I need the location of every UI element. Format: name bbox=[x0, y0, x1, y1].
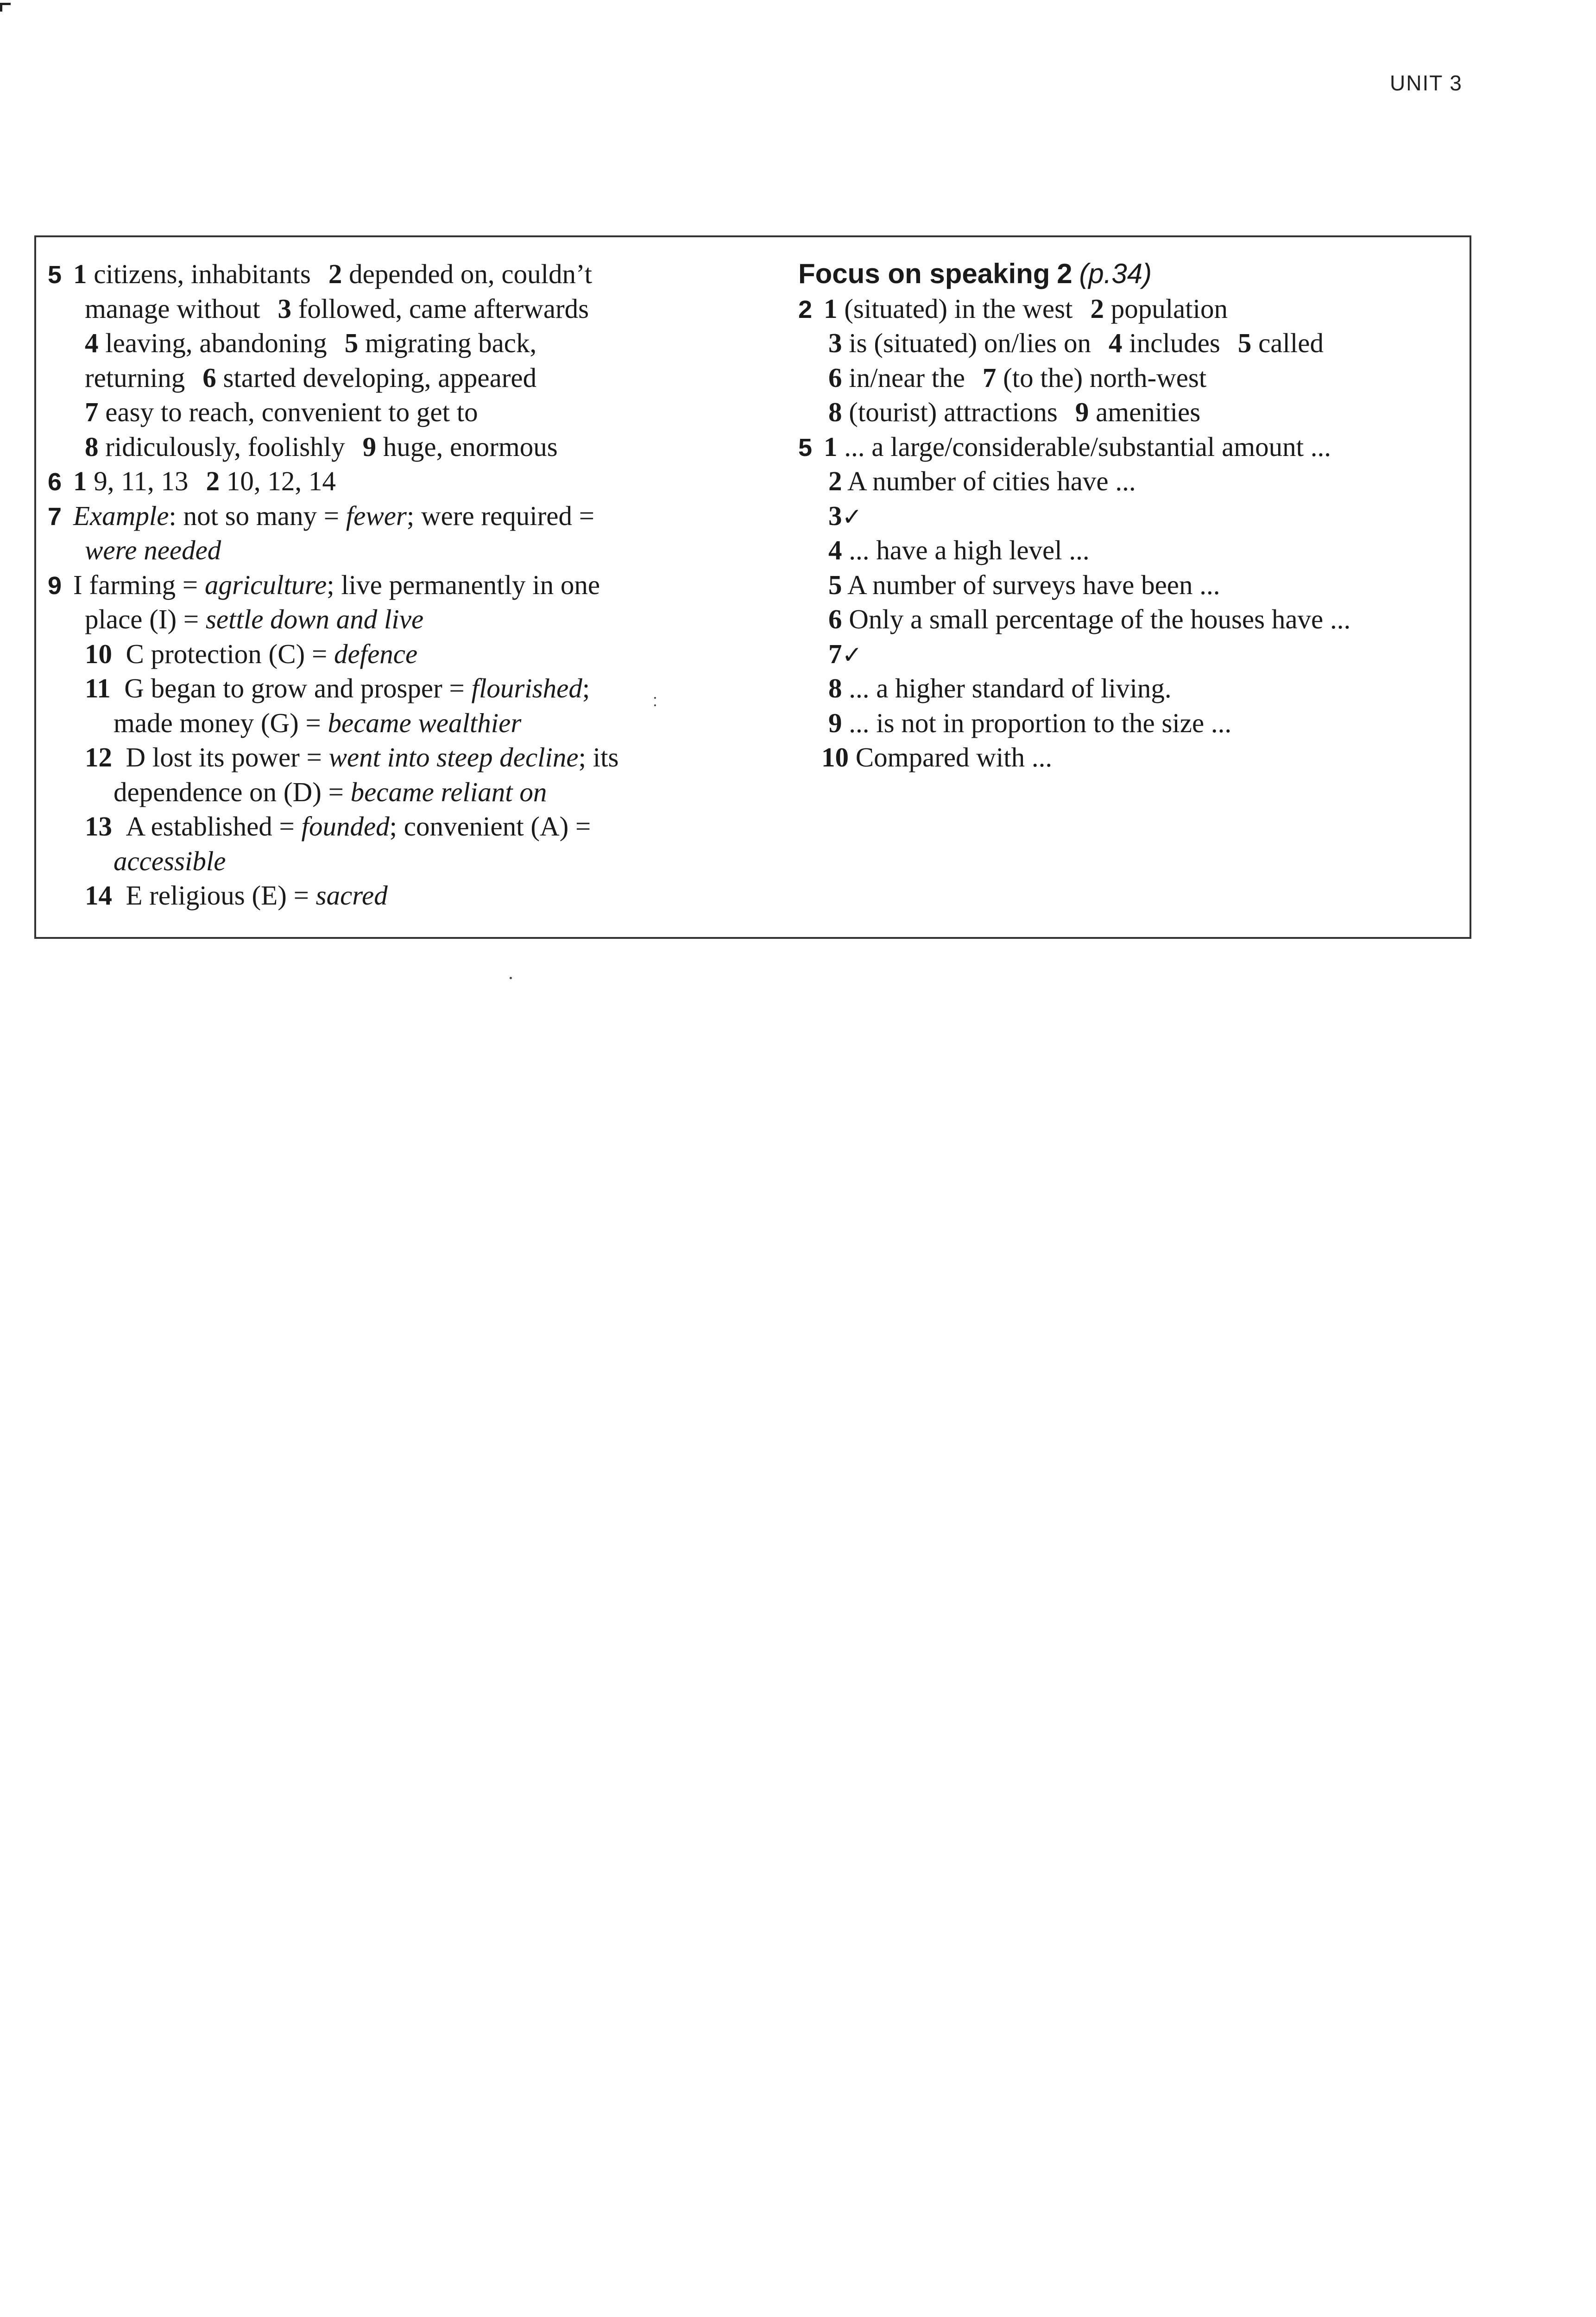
crop-mark bbox=[0, 3, 11, 12]
answer-line bbox=[48, 706, 743, 741]
item-number: 12 bbox=[85, 742, 112, 772]
answer-text: returning bbox=[85, 362, 185, 393]
answer-line bbox=[48, 395, 743, 430]
check-icon: ✓ bbox=[842, 503, 863, 531]
answer-text: manage without bbox=[85, 293, 260, 324]
answer-text: ... have a high level ... bbox=[849, 535, 1090, 565]
answer-line bbox=[48, 809, 743, 844]
answer-line bbox=[48, 257, 743, 291]
answer-text: A established = bbox=[126, 811, 302, 842]
answer-text: dependence on (D) = bbox=[114, 776, 351, 807]
scan-speck bbox=[654, 697, 656, 699]
answer-line bbox=[798, 499, 1456, 533]
answer-text: easy to reach, convenient to get to bbox=[105, 397, 478, 427]
left-column bbox=[48, 257, 743, 913]
answer-line bbox=[798, 291, 1456, 326]
answer-text: A number of cities have ... bbox=[847, 466, 1136, 496]
item-number: 1 bbox=[73, 466, 87, 496]
answer-text: agriculture bbox=[204, 569, 327, 600]
answer-text: citizens, inhabitants bbox=[94, 259, 311, 289]
item-number: 8 bbox=[828, 397, 842, 427]
answer-text: ... is not in proportion to the size ... bbox=[849, 707, 1232, 738]
item-number: 5 bbox=[344, 328, 359, 358]
answer-text: ... a higher standard of living. bbox=[849, 673, 1172, 703]
answer-line bbox=[48, 533, 743, 568]
heading-page-ref: (p.34) bbox=[1079, 258, 1152, 289]
right-column bbox=[798, 257, 1456, 775]
answer-line bbox=[48, 464, 743, 499]
item-number: 3 bbox=[278, 293, 291, 324]
answer-line bbox=[798, 533, 1456, 568]
answer-line bbox=[48, 326, 743, 361]
answer-line bbox=[48, 568, 743, 602]
answer-line bbox=[798, 602, 1456, 637]
answer-text: leaving, abandoning bbox=[105, 328, 327, 358]
answer-text: includes bbox=[1129, 328, 1220, 358]
answer-line bbox=[798, 740, 1456, 775]
answer-text: place (I) = bbox=[85, 604, 206, 634]
answer-text: defence bbox=[334, 638, 418, 669]
item-number: 13 bbox=[85, 811, 112, 842]
answer-text: : not so many = bbox=[169, 500, 346, 531]
answer-text: migrating back, bbox=[365, 328, 537, 358]
item-number: 2 bbox=[328, 259, 342, 289]
answer-text: ; were required = bbox=[406, 500, 594, 531]
item-number: 6 bbox=[828, 362, 842, 393]
answer-text: founded bbox=[301, 811, 390, 842]
item-number: 8 bbox=[828, 673, 842, 703]
item-number: 8 bbox=[85, 431, 99, 462]
item-number: 2 bbox=[206, 466, 220, 496]
answer-text: Only a small percentage of the houses have ... bbox=[849, 604, 1351, 634]
answer-text: population bbox=[1110, 293, 1228, 324]
answer-line bbox=[798, 706, 1456, 741]
answer-text: E religious (E) = bbox=[126, 880, 316, 911]
item-number: 4 bbox=[1108, 328, 1123, 358]
item-number: 10 bbox=[821, 742, 849, 772]
item-number: 3 bbox=[828, 328, 842, 358]
answer-key-box bbox=[34, 235, 1471, 939]
item-number: 4 bbox=[828, 535, 842, 565]
item-number: 5 bbox=[828, 569, 842, 600]
item-number: 5 bbox=[1237, 328, 1252, 358]
check-icon: ✓ bbox=[842, 641, 863, 669]
answer-text: (to the) north-west bbox=[1003, 362, 1207, 393]
answer-line bbox=[798, 395, 1456, 430]
answer-text: ; convenient (A) = bbox=[389, 811, 591, 842]
item-number: 7 bbox=[85, 397, 99, 427]
answer-line bbox=[798, 326, 1456, 361]
item-number: 7 bbox=[828, 638, 842, 669]
exercise-number: 6 bbox=[48, 468, 62, 496]
answer-line bbox=[48, 602, 743, 637]
item-number: 9 bbox=[362, 431, 377, 462]
answer-line bbox=[48, 361, 743, 395]
answer-text: followed, came afterwards bbox=[298, 293, 589, 324]
answer-line bbox=[48, 878, 743, 913]
unit-label: UNIT 3 bbox=[1390, 71, 1463, 95]
answer-line bbox=[48, 637, 743, 671]
item-number: 9 bbox=[1075, 397, 1089, 427]
answer-text: settle down and live bbox=[205, 604, 424, 634]
answer-line bbox=[798, 671, 1456, 706]
answer-text: sacred bbox=[315, 880, 388, 911]
answer-text: huge, enormous bbox=[383, 431, 558, 462]
item-number: 11 bbox=[85, 673, 111, 703]
answer-text: accessible bbox=[114, 845, 226, 876]
answer-line bbox=[48, 844, 743, 879]
answer-line bbox=[798, 430, 1456, 464]
exercise-number: 5 bbox=[798, 433, 813, 462]
item-number: I bbox=[73, 569, 82, 600]
answer-text: ; bbox=[582, 673, 590, 703]
answer-text: amenities bbox=[1096, 397, 1201, 427]
item-number: 3 bbox=[828, 500, 842, 531]
item-number: 6 bbox=[828, 604, 842, 634]
answer-line bbox=[48, 499, 743, 533]
answer-text: fewer bbox=[346, 500, 407, 531]
answer-text: were needed bbox=[85, 535, 221, 565]
answer-text: ridiculously, foolishly bbox=[105, 431, 345, 462]
item-number: 7 bbox=[982, 362, 997, 393]
answer-text: farming = bbox=[89, 569, 205, 600]
answer-text: made money (G) = bbox=[114, 707, 328, 738]
answer-text: in/near the bbox=[849, 362, 965, 393]
answer-text: D lost its power = bbox=[126, 742, 329, 772]
heading-title: Focus on speaking bbox=[798, 258, 1050, 289]
item-number: 1 bbox=[73, 259, 87, 289]
answer-line bbox=[48, 740, 743, 775]
answer-line bbox=[48, 775, 743, 810]
answer-text: called bbox=[1258, 328, 1324, 358]
answer-text: (tourist) attractions bbox=[849, 397, 1058, 427]
answer-line bbox=[798, 361, 1456, 395]
item-number: 1 bbox=[824, 293, 838, 324]
answer-text: depended on, couldn’t bbox=[349, 259, 592, 289]
item-number: 6 bbox=[202, 362, 216, 393]
scan-speck bbox=[654, 704, 656, 706]
answer-text: flourished bbox=[471, 673, 582, 703]
answer-line bbox=[48, 671, 743, 706]
exercise-number: 5 bbox=[48, 261, 62, 289]
example-label: Example bbox=[73, 500, 169, 531]
answer-text: C protection (C) = bbox=[126, 638, 334, 669]
answer-line bbox=[48, 291, 743, 326]
answer-text: 9, 11, 13 bbox=[94, 466, 189, 496]
answer-text: became reliant on bbox=[350, 776, 547, 807]
answer-text: Compared with ... bbox=[855, 742, 1053, 772]
answer-text: A number of surveys have been ... bbox=[847, 569, 1220, 600]
scan-speck bbox=[510, 977, 512, 979]
section-heading bbox=[798, 257, 1456, 291]
answer-text: became wealthier bbox=[328, 707, 522, 738]
answer-text: ; live permanently in one bbox=[327, 569, 600, 600]
answer-text: ; its bbox=[578, 742, 619, 772]
exercise-number: 9 bbox=[48, 571, 62, 600]
answer-text: started developing, appeared bbox=[223, 362, 537, 393]
item-number: 14 bbox=[85, 880, 112, 911]
answer-line bbox=[798, 568, 1456, 602]
heading-number: 2 bbox=[1057, 258, 1072, 289]
answer-text: is (situated) on/lies on bbox=[849, 328, 1091, 358]
item-number: 2 bbox=[1090, 293, 1104, 324]
answer-text: ... a large/considerable/substantial amount ... bbox=[844, 431, 1331, 462]
item-number: 2 bbox=[828, 466, 842, 496]
answer-line bbox=[798, 464, 1456, 499]
answer-text: G began to grow and prosper = bbox=[124, 673, 472, 703]
exercise-number: 2 bbox=[798, 295, 813, 323]
item-number: 1 bbox=[824, 431, 838, 462]
answer-text: (situated) in the west bbox=[844, 293, 1073, 324]
item-number: 10 bbox=[85, 638, 112, 669]
item-number: 9 bbox=[828, 707, 842, 738]
exercise-number: 7 bbox=[48, 502, 62, 531]
answer-text: 10, 12, 14 bbox=[226, 466, 336, 496]
item-number: 4 bbox=[85, 328, 99, 358]
answer-text: went into steep decline bbox=[328, 742, 579, 772]
answer-line bbox=[798, 637, 1456, 671]
answer-line bbox=[48, 430, 743, 464]
